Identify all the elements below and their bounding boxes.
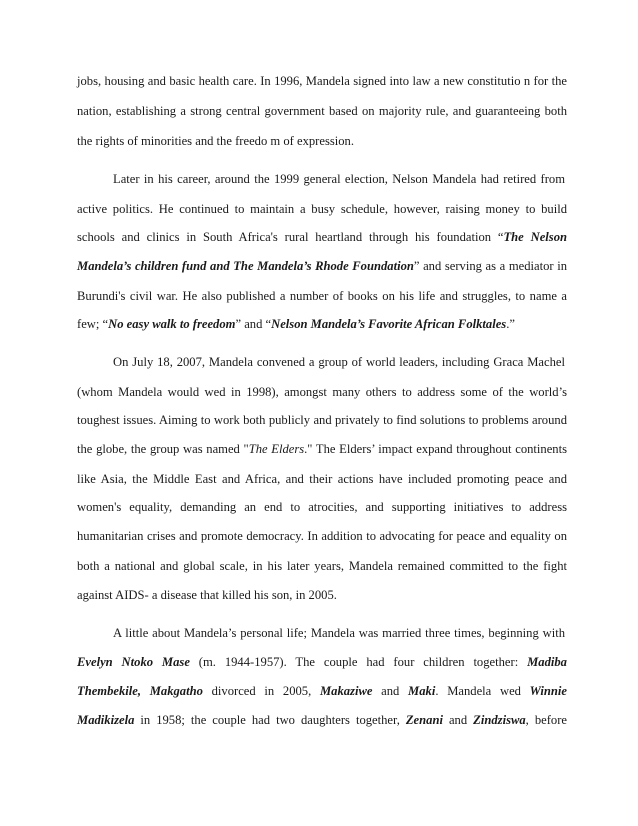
text-line [113, 171, 565, 187]
text-run: On July 18, 2007, Mandela convened a group of world leaders, including Graca Machel [113, 355, 565, 369]
text-run: humanitarian crises and promote democracy. In addition to advocating for peace and equality on [77, 529, 567, 543]
text-line [77, 471, 567, 487]
text-line [77, 441, 567, 457]
text-run: the globe, the group was named " [77, 442, 249, 456]
text-run: (m. 1944-1957). The couple had four children together: [189, 655, 528, 669]
text-line [77, 528, 567, 544]
text-line [113, 354, 565, 370]
text-line [77, 103, 567, 119]
text-run: divorced in 2005, [202, 684, 320, 698]
text-line [77, 499, 567, 515]
text-line [77, 229, 567, 245]
text-line [77, 412, 567, 428]
text-run: and [442, 713, 474, 727]
emphasized-text: Makaziwe [319, 684, 373, 698]
text-line [77, 683, 567, 699]
text-run: Later in his career, around the 1999 general election, Nelson Mandela had retired from [113, 172, 565, 186]
text-run: (whom Mandela would wed in 1998), amongst many others to address some of the world’s [77, 385, 567, 399]
emphasized-text: Madikizela [77, 713, 135, 727]
emphasized-text: Zenani [405, 713, 443, 727]
text-run: schools and clinics in South Africa's rural heartland through his foundation “ [77, 230, 504, 244]
text-run: . Mandela wed [435, 684, 530, 698]
text-run: A little about Mandela’s personal life; Mandela was married three times, beginning with [113, 626, 565, 640]
text-run: toughest issues. Aiming to work both publicly and privately to find solutions to problems around [77, 413, 567, 427]
text-line [113, 625, 565, 641]
text-run: ." The Elders’ impact expand throughout continents [304, 442, 568, 456]
emphasized-text: The Nelson [503, 230, 567, 244]
text-line [77, 654, 567, 670]
text-run: the rights of minorities and the freedo m of expression. [77, 134, 354, 148]
emphasized-text: No easy walk to freedom [108, 317, 236, 331]
emphasized-text: Mandela’s children fund and The Mandela’s Rhode Foundation [77, 259, 414, 273]
text-line [77, 258, 567, 274]
text-run: active politics. He continued to maintain a busy schedule, however, raising money to build [77, 202, 567, 216]
text-line [77, 558, 567, 574]
text-line [77, 384, 567, 400]
text-run: and [372, 684, 409, 698]
emphasized-text: Zindziswa [473, 713, 526, 727]
text-run: .” [506, 317, 515, 331]
text-line [77, 73, 567, 89]
text-run: Burundi's civil war. He also published a number of books on his life and struggles, to name a [77, 289, 567, 303]
text-run: both a national and global scale, in his later years, Mandela remained committed to the fight [77, 559, 567, 573]
emphasized-text: Madiba [527, 655, 567, 669]
text-line [77, 316, 567, 332]
text-run: against AIDS- a disease that killed his son, in 2005. [77, 588, 337, 602]
text-run: in 1958; the couple had two daughters together, [134, 713, 406, 727]
text-run: few; “ [77, 317, 109, 331]
text-line [77, 288, 567, 304]
text-run: jobs, housing and basic health care. In 1996, Mandela signed into law a new constitutio n for the [77, 74, 567, 88]
text-line [77, 133, 567, 149]
text-run: like Asia, the Middle East and Africa, and their actions have included promoting peace and [77, 472, 567, 486]
emphasized-text: The Elders [248, 442, 305, 456]
text-run: nation, establishing a strong central government based on majority rule, and guaranteeing both [77, 104, 567, 118]
text-line [77, 587, 567, 603]
text-run: women's equality, demanding an end to atrocities, and supporting initiatives to address [77, 500, 567, 514]
text-run: , before [525, 713, 567, 727]
text-line [77, 712, 567, 728]
text-run: ” and “ [235, 317, 272, 331]
emphasized-text: Evelyn Ntoko Mase [77, 655, 190, 669]
emphasized-text: Winnie [529, 684, 567, 698]
emphasized-text: Maki [408, 684, 436, 698]
emphasized-text: Thembekile, Makgatho [77, 684, 203, 698]
text-line [77, 201, 567, 217]
emphasized-text: Nelson Mandela’s Favorite African Folktales [271, 317, 507, 331]
text-run: ” and serving as a mediator in [413, 259, 567, 273]
